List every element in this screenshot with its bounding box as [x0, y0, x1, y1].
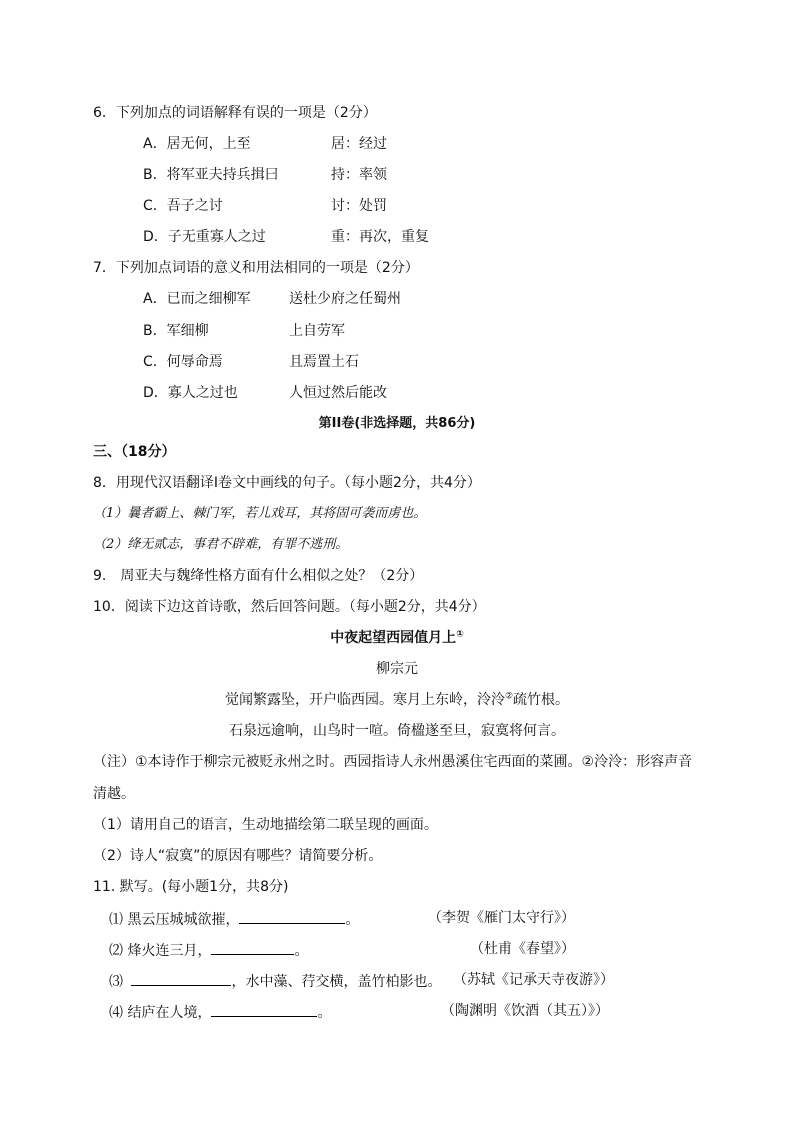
q11-item-2: [109, 940, 308, 960]
poem-title-note: ①: [456, 629, 464, 640]
q11-item-3-after: ，水中藻、荇交横，盖竹柏影也。: [231, 974, 442, 990]
q11-item-3-blank[interactable]: [131, 971, 231, 986]
q6-option-b-gloss: 持：率领: [331, 167, 387, 183]
q6-option-a: A．居无何，上至: [143, 136, 251, 152]
q7-option-c: C．何辱命焉: [143, 354, 223, 370]
q11-item-3-num: ⑶: [109, 974, 123, 990]
q11-item-3-source: （苏轼《记承天寺夜游》）: [453, 972, 614, 988]
q11-item-1-source: （李贺《雁门太守行》）: [428, 910, 575, 926]
poem-title: [0, 629, 794, 647]
q6-option-d-gloss: 重：再次，重复: [331, 229, 429, 245]
poem-line-1-note: ②: [504, 691, 514, 702]
q11-item-1-after: 。: [345, 912, 360, 928]
q6-option-c-gloss: 讨：处罚: [331, 198, 387, 214]
poem-line-2: 石泉远逾响，山鸟时一喧。倚楹遂至旦，寂寞将何言。: [229, 723, 565, 739]
q11-item-4-text: 结庐在人境，: [127, 1005, 212, 1021]
q11-item-4: [109, 1002, 331, 1022]
q11-item-2-source: （杜甫《春望》）: [470, 941, 575, 957]
poem-author: 柳宗元: [376, 661, 418, 677]
q11-item-4-source: （陶渊明《饮酒（其五）》）: [441, 1003, 609, 1019]
poem-line-1-part-a: 觉闻繁露坠，开户临西园。寒月上东岭，泠泠: [224, 692, 505, 708]
q11-item-3: [109, 971, 441, 991]
part-3-header: 三、（18分）: [93, 444, 176, 460]
poem-line-1: [0, 691, 794, 709]
q11-item-1: [109, 909, 359, 929]
poem-title-text: 中夜起望西园值月上: [330, 630, 457, 646]
q10-sub-1: （1）请用自己的语言，生动地描绘第二联呈现的画面。: [93, 817, 438, 833]
poem-note-line-2: 清越。: [93, 786, 135, 802]
q11-item-2-blank[interactable]: [211, 940, 294, 955]
q10-stem: 10．阅读下边这首诗歌，然后回答问题。（每小题2分，共4分）: [93, 599, 486, 615]
q7-option-a: A．已而之细柳军: [143, 291, 251, 307]
q11-item-2-num: ⑵: [109, 943, 123, 959]
q7-option-d-compare: 人恒过然后能改: [289, 385, 387, 401]
q9-stem: 9. 周亚夫与魏绛性格方面有什么相似之处？（2分）: [93, 568, 424, 584]
q6-stem: 6．下列加点的词语解释有误的一项是（2分）: [93, 105, 377, 121]
poem-line-1-part-b: 疏竹根。: [513, 692, 570, 708]
q7-option-b-compare: 上自劳军: [289, 323, 345, 339]
q11-item-1-text: 黑云压城城欲摧，: [127, 912, 240, 928]
section-2-title: 第II卷(非选择题，共86分): [318, 416, 476, 431]
q10-sub-2: （2）诗人“寂寞”的原因有哪些？请简要分析。: [93, 848, 383, 864]
q11-stem: 11. 默写。(每小题1分，共8分): [93, 879, 289, 895]
q7-option-b: B．军细柳: [143, 323, 209, 339]
q6-option-b: B．将军亚夫持兵揖曰: [143, 167, 279, 183]
q11-item-2-text: 烽火连三月，: [127, 943, 212, 959]
poem-note-line-1: （注）①本诗作于柳宗元被贬永州之时。西园指诗人永州愚溪住宅西面的菜圃。②泠泠：形容声音: [93, 754, 693, 770]
q7-stem: 7．下列加点词语的意义和用法相同的一项是（2分）: [93, 260, 419, 276]
q8-item-2: （2）绛无贰志，事君不辟难，有罪不逃刑。: [93, 537, 349, 552]
q11-item-2-after: 。: [294, 943, 309, 959]
q8-item-1: （1）曩者霸上、棘门军，若儿戏耳，其将固可袭而虏也。: [93, 506, 427, 521]
q6-option-a-gloss: 居：经过: [331, 136, 387, 152]
q11-item-4-after: 。: [317, 1005, 332, 1021]
q6-option-d: D．子无重寡人之过: [143, 229, 266, 245]
q6-option-c: C．吾子之讨: [143, 198, 223, 214]
q11-item-4-num: ⑷: [109, 1005, 123, 1021]
q7-option-a-compare: 送杜少府之任蜀州: [289, 291, 401, 307]
q7-option-c-compare: 且焉置土石: [289, 354, 359, 370]
q11-item-1-num: ⑴: [109, 912, 123, 928]
q8-stem: 8．用现代汉语翻译Ⅰ卷文中画线的句子。（每小题2分，共4分）: [93, 475, 481, 491]
q11-item-4-blank[interactable]: [211, 1002, 317, 1017]
q7-option-d: D．寡人之过也: [143, 385, 238, 401]
q11-item-1-blank[interactable]: [239, 909, 345, 924]
